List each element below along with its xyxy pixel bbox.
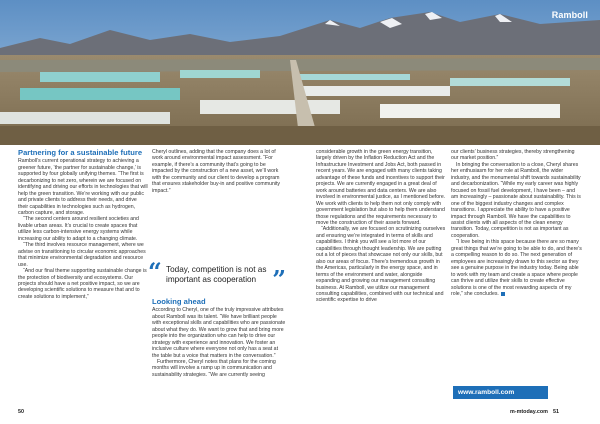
brand-logo-text: Ramboll bbox=[551, 10, 588, 20]
paragraph-text: “I love being in this space because there are so many great things that we’re going to be able to do, and there’s a compelling reason to do so. The next generation of employees are increasingly drawn to this sector as they see a genuine purpose in the industry today. Being able to work with my team and create a space where people can thrive and utilize their skills to create effective solutions is one of the most rewarding aspects of my role,” she concludes. bbox=[451, 239, 582, 297]
close-quote-icon: ” bbox=[272, 265, 286, 294]
paragraph: In bringing the conversation to a close, Cheryl shares her enthusiasm for her role at Ramboll, the wider industry, and the monumental shift towards sustainability and decarbonization. “While my early career was highly focused on fossil fuel development, I have been – and am increasingly – passionate about sustainability. This is one of the biggest industry changes and complex transitions. I appreciate the ability to have a positive impact through Ramboll. We have the capabilities to assist clients with all aspects of the clean energy transition. Today, competition is not as important as cooperation. bbox=[451, 161, 581, 239]
paragraph: our clients’ business strategies, thereby strengthening our market position.” bbox=[451, 149, 575, 162]
section-heading-partnering: Partnering for a sustainable future bbox=[18, 148, 143, 157]
article-column-1 bbox=[18, 149, 148, 300]
article-column-3 bbox=[316, 149, 447, 304]
paragraph bbox=[451, 239, 582, 297]
paragraph: “And our final theme supporting sustainable change is the protection of biodiversity and ecosystems. Our projects should have a net positive impact, so we are developing scientific solutions to measure that and to create solutions to implement,” bbox=[18, 268, 147, 300]
paragraph: Furthermore, Cheryl notes that plans for the coming months will involve a ramp up in communication and sustainability strategies. “We are currently seeing bbox=[152, 359, 276, 378]
paragraph: According to Cheryl, one of the truly impressive attributes about Ramboll was its talent. “We have brilliant people with exceptional skills and capabilities who are passionate about what they do. We want to grow that and bring more people into the organization who can help to drive our strategy with experience and innovation. We foster an inclusive culture where everyone not only has a seat at the table but a voice that matters in the conversation.” bbox=[152, 307, 286, 359]
website-link[interactable]: www.ramboll.com bbox=[453, 386, 548, 399]
page-number-right: 51 bbox=[553, 409, 559, 415]
pull-quote bbox=[148, 257, 286, 294]
paragraph: “The third involves resource management, where we advise on transitioning to circular economic approaches that minimize environmental degradation and resource use. bbox=[18, 242, 146, 268]
end-of-article-icon bbox=[501, 292, 505, 296]
paragraph: Cheryl outlines, adding that the company does a lot of work around environmental impact assessment. “For example, if there’s a community that’s going to be impacted by the construction of a new asset, we’ll work with the community and our client to develop a program that ensures stakeholder buy-in and positive community impact.” bbox=[152, 149, 281, 194]
looking-ahead-section bbox=[152, 298, 286, 378]
article-column-2 bbox=[152, 149, 286, 194]
page-number-left: 50 bbox=[18, 409, 24, 415]
paragraph: “Additionally, we are focused on scrutinizing ourselves and ensuring we’re integrated in terms of skills and capabilities. I think you will see a lot more of our capabilities through thought leadership. We are putting out a lot of pieces that showcase not only our skills, but also our areas of focus. There’s tremendous growth in the Americas, particularly in the energy space, and in terms of the environment and water, alongside expanding and growing our management consulting business. At Ramboll, we utilize our management consulting capabilities, combined with our technical and scientific expertise to drive bbox=[316, 226, 446, 304]
paragraph: “The second centers around resilient societies and livable urban areas. It’s crucial to create spaces that utilize less carbon-intensive energy systems while increasing our ability to adapt to a changing climate. bbox=[18, 216, 139, 242]
footer-site-name: m-mtoday.com bbox=[510, 409, 548, 415]
pull-quote-text: Today, competition is not as important as cooperation bbox=[166, 265, 267, 284]
paragraph: considerable growth in the green energy transition, largely driven by the Inflation Reduction Act and the Infrastructure Investment and Jobs Act, both passed in recent years. We are engaged with many clients taking advantage of these funds and incentives to support their projects. We are currently engaged in a great deal of work around batteries and data centers. We are also involved in environmental justice, as I mentioned before. We work with clients to help them not only comply with government legislation but also to help them understand those regulations and the requirements necessary to move the construction of their assets forward. bbox=[316, 149, 446, 226]
landscape-illustration bbox=[0, 0, 600, 145]
paragraph: Ramboll’s current operational strategy to achieving a greener future, ‘the partner for sustainable change,’ is supported by four globally unifying themes. “The first is decarbonizing to net zero, wherein we are focused on identifying and driving our efforts in technologies that will help the green transition. We’re working with our public and private clients to address their needs, and drive their capabilities in technologies such as hydrogen, carbon capture, and storage. bbox=[18, 158, 148, 217]
section-heading-looking-ahead: Looking ahead bbox=[152, 297, 206, 306]
open-quote-icon: “ bbox=[148, 257, 162, 286]
hero-photo bbox=[0, 0, 600, 145]
article-column-4 bbox=[451, 149, 582, 297]
